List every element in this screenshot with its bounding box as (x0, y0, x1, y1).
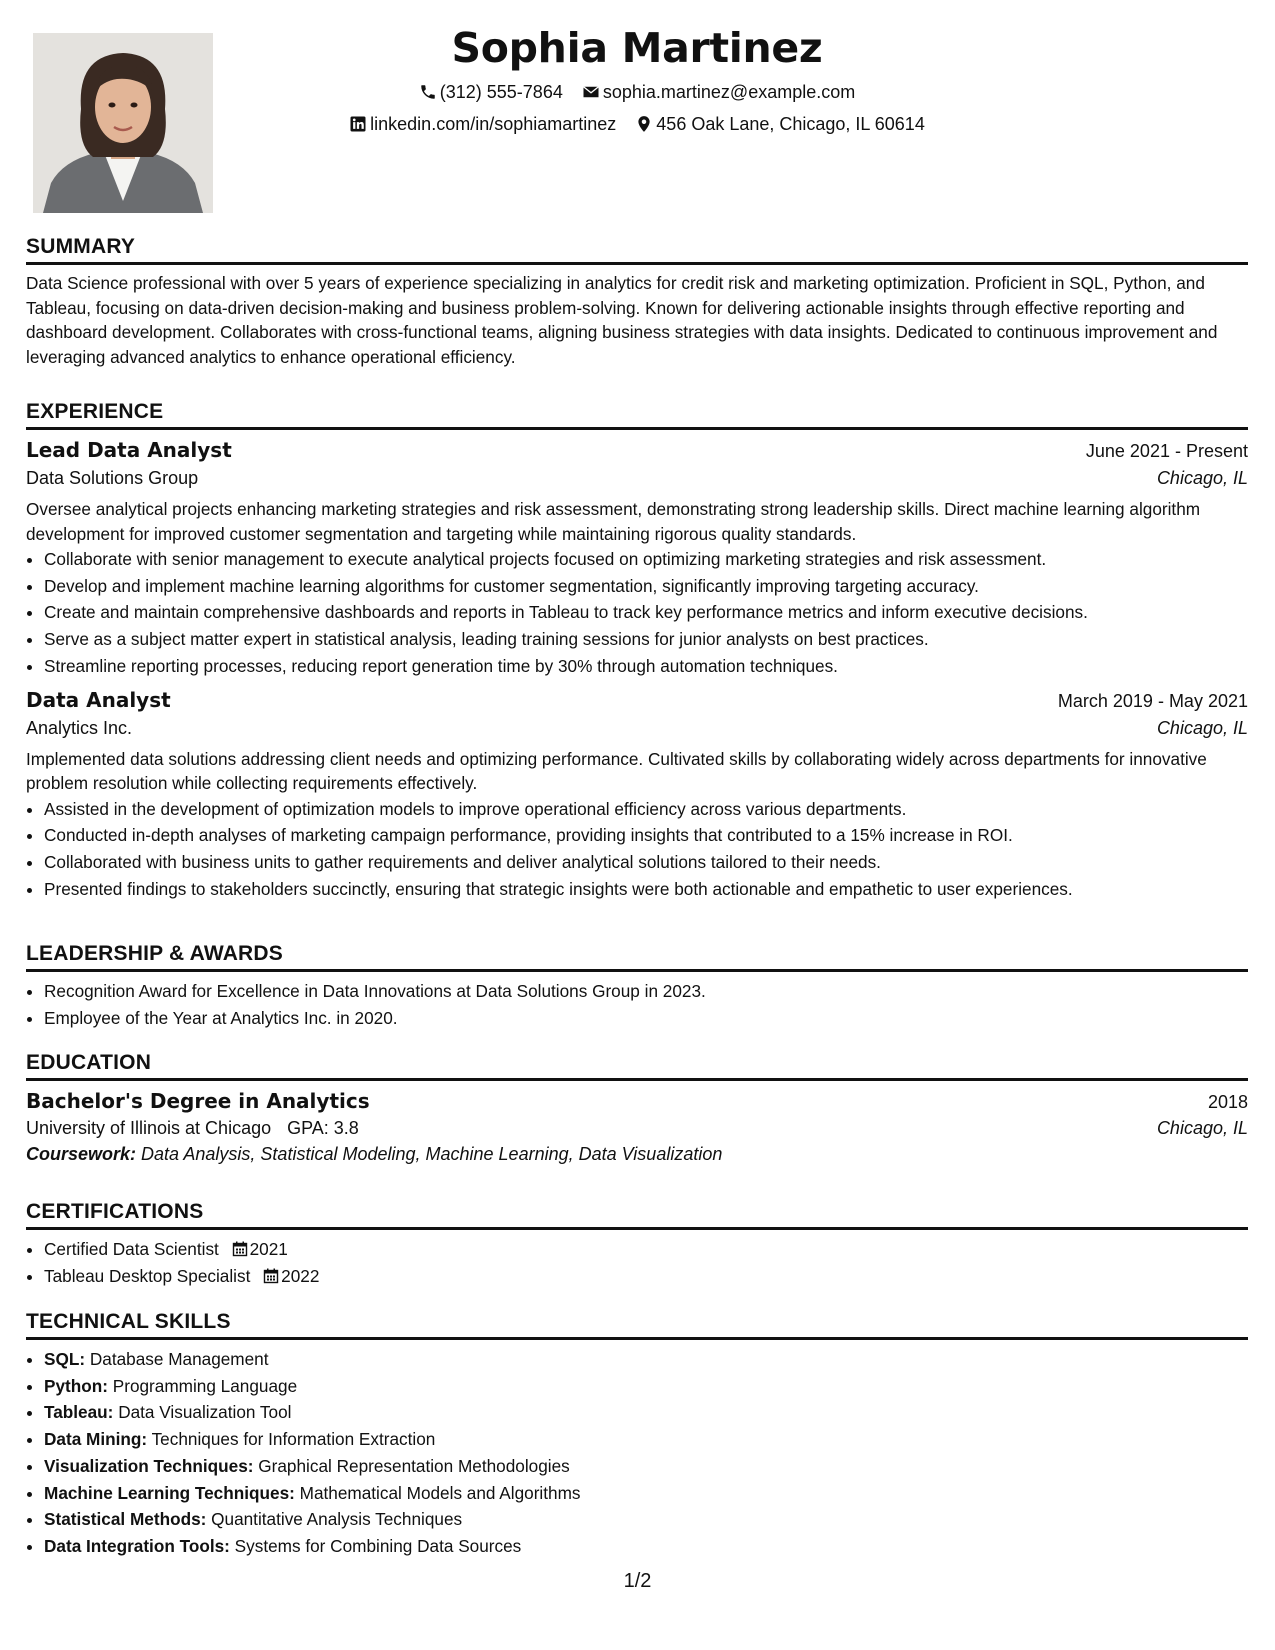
skill-name: Visualization Techniques: (44, 1455, 254, 1476)
certifications-list (26, 1236, 1248, 1289)
skill-name: SQL: (44, 1349, 86, 1369)
certifications-section (26, 1200, 1248, 1289)
job-description: Implemented data solutions addressing client needs and optimizing performance. Cultivated skills by collaborating widely across departments for innovative problem resolution while collecting requirements effectively. (26, 748, 1207, 794)
skill-desc: Systems for Combining Data Sources (234, 1535, 522, 1556)
coursework-label: Coursework: (26, 1144, 137, 1164)
cert-name: Certified Data Scientist (44, 1239, 219, 1259)
job-bullets (26, 796, 1248, 903)
job-dates: June 2021 - Present (1085, 441, 1248, 461)
skill-desc: Database Management (89, 1349, 269, 1369)
contact-row-2 (26, 113, 1248, 135)
list-item: • Collaborated with business units to gather requirements and deliver analytical solutions tailored to their needs. (44, 849, 1248, 876)
job-entry (26, 438, 1248, 680)
phone-icon (419, 83, 437, 101)
list-item (44, 1399, 1248, 1426)
section-title: EDUCATION (26, 1051, 1248, 1081)
list-item (44, 1453, 1248, 1480)
list-item: • Employee of the Year at Analytics Inc. in 2020. (44, 1005, 1248, 1032)
skill-name: Machine Learning Techniques: (44, 1482, 295, 1503)
job-dates: March 2019 - May 2021 (1057, 690, 1248, 711)
email-item[interactable] (582, 82, 855, 103)
email-text: sophia.martinez@example.com (602, 81, 856, 102)
list-item (44, 1373, 1248, 1400)
section-title: TECHNICAL SKILLS (26, 1310, 1248, 1340)
cert-year: 2021 (249, 1239, 288, 1259)
list-item: • Assisted in the development of optimization models to improve operational efficiency across various departments. (44, 796, 1248, 823)
section-title: CERTIFICATIONS (26, 1200, 1248, 1230)
skill-desc: Mathematical Models and Algorithms (299, 1482, 581, 1503)
list-item (44, 1480, 1248, 1507)
job-location: Chicago, IL (1156, 717, 1248, 738)
skill-desc: Quantitative Analysis Techniques (211, 1509, 463, 1530)
linkedin-icon (349, 115, 367, 133)
skill-desc: Techniques for Information Extraction (151, 1429, 436, 1450)
leadership-section (26, 942, 1248, 1031)
skill-name: Data Mining: (44, 1429, 148, 1450)
job-title: Data Analyst (26, 687, 171, 712)
skill-name: Data Integration Tools: (44, 1535, 230, 1556)
address-text: 456 Oak Lane, Chicago, IL 60614 (656, 113, 925, 134)
list-item: • Serve as a subject matter expert in statistical analysis, leading training sessions for junior analysts on best practices. (44, 626, 1248, 653)
skills-section (26, 1310, 1248, 1560)
job-location: Chicago, IL (1156, 468, 1248, 488)
company-name: Data Solutions Group (26, 468, 199, 488)
list-item (44, 1263, 1248, 1290)
linkedin-text: linkedin.com/in/sophiamartinez (370, 113, 617, 134)
skill-desc: Programming Language (112, 1375, 298, 1396)
skill-desc: Data Visualization Tool (118, 1402, 292, 1423)
envelope-icon (582, 83, 600, 101)
company-name: Analytics Inc. (26, 717, 133, 738)
education-section (26, 1051, 1248, 1165)
job-title: Lead Data Analyst (26, 438, 232, 462)
page-number: 1/2 (623, 1570, 652, 1592)
skill-desc: Graphical Representation Methodologies (258, 1455, 570, 1476)
list-item: • Presented findings to stakeholders succinctly, ensuring that strategic insights were both actionable and empathetic to user experiences. (44, 876, 1248, 903)
list-item (44, 1236, 1248, 1263)
cert-year: 2022 (281, 1265, 320, 1286)
summary-section (26, 235, 1248, 369)
job-entry (26, 688, 1248, 903)
summary-text: Data Science professional with over 5 years of experience specializing in analytics for credit risk and marketing optimization. Proficient in SQL, Python, and Tableau, focusing on data-driven decision-making and business problem-solving. Known for delivering actionable insights through effective reporting and dashboard development. Collaborates with cross-functional teams, aligning business strategies with data insights. Dedicated to continuous improvement and leveraging advanced analytics to enhance operational efficiency. (26, 273, 1218, 367)
list-item (44, 1533, 1248, 1560)
phone-text: (312) 555-7864 (439, 81, 563, 102)
cert-name: Tableau Desktop Specialist (44, 1265, 251, 1286)
gpa: GPA: 3.8 (287, 1118, 359, 1138)
skills-list (26, 1346, 1248, 1560)
map-pin-icon (635, 115, 653, 133)
list-item: • Conducted in-depth analyses of marketing campaign performance, providing insights that contributed to a 15% increase in ROI. (44, 822, 1248, 849)
list-item: • Collaborate with senior management to execute analytical projects focused on optimizing marketing strategies and risk assessment. (44, 546, 1248, 573)
coursework (26, 1144, 1248, 1165)
experience-section (26, 400, 1248, 902)
section-title: EXPERIENCE (26, 400, 1248, 430)
degree-title: Bachelor's Degree in Analytics (26, 1089, 370, 1113)
list-item (44, 1426, 1248, 1453)
skill-name: Python: (44, 1375, 108, 1396)
section-title: LEADERSHIP & AWARDS (26, 942, 1248, 972)
job-description: Oversee analytical projects enhancing marketing strategies and risk assessment, demonstrating strong leadership skills. Direct machine learning algorithm development for improved customer segmentation and targeting while maintaining rigorous quality standards. (26, 499, 1201, 544)
skill-name: Statistical Methods: (44, 1509, 207, 1530)
phone-item[interactable] (419, 82, 563, 103)
list-item: • Recognition Award for Excellence in Data Innovations at Data Solutions Group in 2023. (44, 978, 1248, 1005)
coursework-text: Data Analysis, Statistical Modeling, Machine Learning, Data Visualization (141, 1144, 723, 1164)
section-title: SUMMARY (26, 235, 1248, 265)
address-item (635, 114, 925, 135)
calendar-icon (232, 1241, 248, 1257)
graduation-year: 2018 (1207, 1092, 1248, 1112)
job-bullets (26, 546, 1248, 680)
awards-list (26, 978, 1248, 1031)
school-name: University of Illinois at Chicago (26, 1118, 272, 1138)
linkedin-item[interactable] (349, 114, 616, 135)
school-location: Chicago, IL (1156, 1118, 1248, 1138)
list-item: • Develop and implement machine learning algorithms for customer segmentation, significantly improving targeting accuracy. (44, 573, 1248, 600)
list-item (44, 1346, 1248, 1373)
candidate-name: Sophia Martinez (451, 24, 823, 72)
skill-name: Tableau: (44, 1402, 114, 1423)
contact-row-1 (26, 81, 1248, 103)
calendar-icon (263, 1268, 279, 1284)
list-item: • Streamline reporting processes, reducing report generation time by 30% through automation techniques. (44, 653, 1248, 680)
list-item (44, 1506, 1248, 1533)
list-item: • Create and maintain comprehensive dashboards and reports in Tableau to track key performance metrics and inform executive decisions. (44, 599, 1248, 626)
